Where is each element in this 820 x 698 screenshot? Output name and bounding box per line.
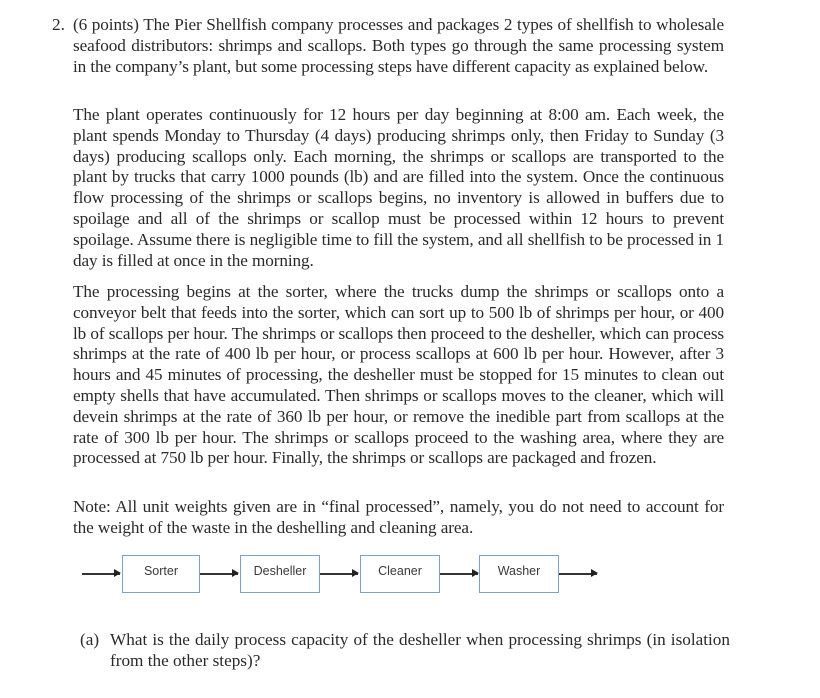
step-box-washer: Washer xyxy=(479,555,559,593)
problem-number: 2. xyxy=(52,15,65,34)
subquestion-text: What is the daily process capacity of the desheller when processing shrimps (in isolation from the other steps)? xyxy=(110,630,730,670)
output-arrow-icon xyxy=(559,573,597,575)
step-box-cleaner: Cleaner xyxy=(360,555,440,593)
arrow-icon xyxy=(440,573,478,575)
arrow-icon xyxy=(200,573,238,575)
subquestion-label: (a) xyxy=(80,630,100,649)
arrow-icon xyxy=(320,573,358,575)
note-paragraph: Note: All unit weights given are in “final processed”, namely, you do not need to account for the weight of the waste in the deshelling and cleaning area. xyxy=(73,497,724,537)
intro-paragraph: (6 points) The Pier Shellfish company processes and packages 2 types of shellfish to wholesale seafood distributors: shrimps and scallops. Both types go through the same processing system in the company’s plant, but some processing steps have different capacity as explained below. xyxy=(73,15,724,76)
process-flow-diagram xyxy=(82,555,602,599)
processing-paragraph: The processing begins at the sorter, where the trucks dump the shrimps or scallops onto a conveyor belt that feeds into the sorter, which can sort up to 500 lb of shrimps per hour, or 400 lb of scallops per hour. The shrimps or scallops then proceed to the desheller, which can process shrimps at the rate of 400 lb per hour, or process scallops at 600 lb per hour. However, after 3 hours and 45 minutes of processing, the desheller must be stopped for 15 minutes to clean out empty shells that have accumulated. Then shrimps or scallops moves to the cleaner, which will devein shrimps at the rate of 360 lb per hour, or remove the inedible part from scallops at the rate of 300 lb per hour. The shrimps or scallops proceed to the washing area, where they are processed at 750 lb per hour. Finally, the shrimps or scallops are packaged and frozen. xyxy=(73,282,724,468)
step-box-desheller: Desheller xyxy=(240,555,320,593)
input-arrow-icon xyxy=(82,573,120,575)
operations-paragraph: The plant operates continuously for 12 hours per day beginning at 8:00 am. Each week, the plant spends Monday to Thursday (4 days) producing shrimps only, then Friday to Sunday (3 days) producing scallops only. Each morning, the shrimps or scallops are transported to the plant by trucks that carry 1000 pounds (lb) and are filled into the system. Once the continuous flow processing of the shrimps or scallops begins, no inventory is allowed in buffers due to spoilage and all of the shrimps or scallop must be processed within 12 hours to prevent spoilage. Assume there is negligible time to fill the system, and all shellfish to be processed in 1 day is filled at once in the morning. xyxy=(73,105,724,270)
step-box-sorter: Sorter xyxy=(122,555,200,593)
